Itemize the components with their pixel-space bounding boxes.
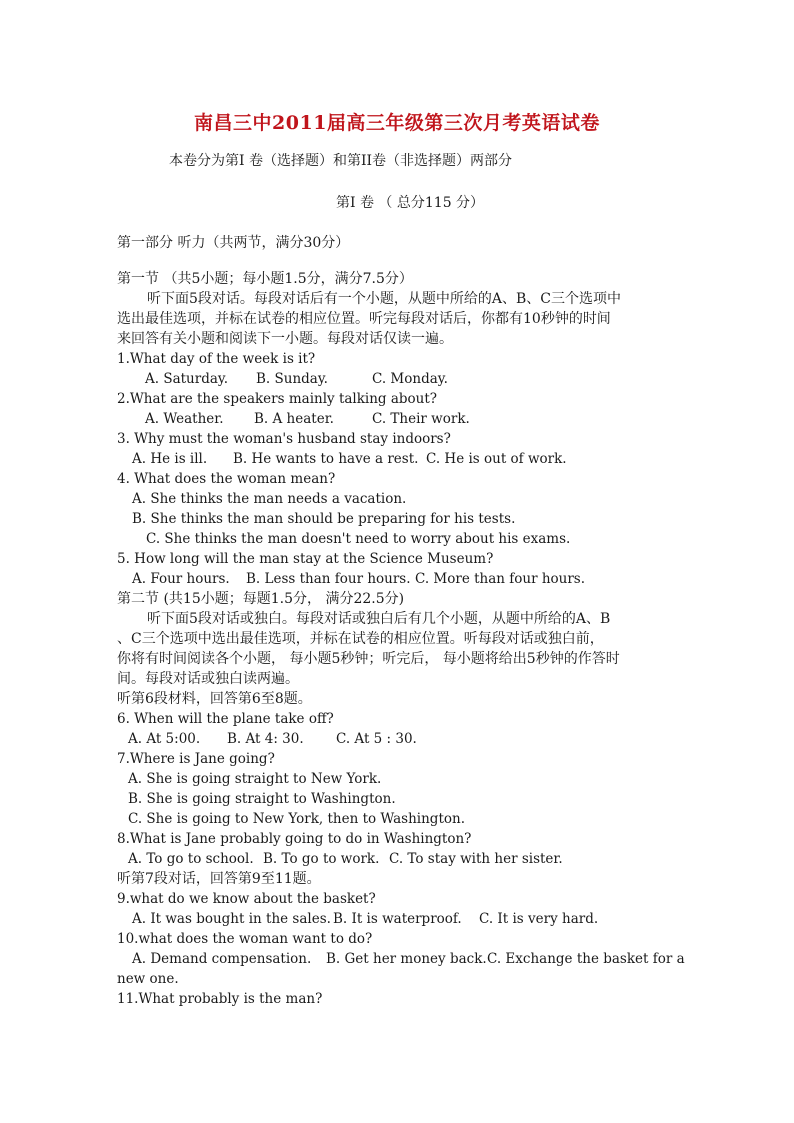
option-a: A. He is ill. xyxy=(132,451,208,467)
option-a: A. Saturday. xyxy=(145,371,229,387)
section2-heading: 第二节 (共15小题；每题1.5分， 满分22.5分) xyxy=(117,591,405,607)
option-a: A. Weather. xyxy=(145,411,224,427)
option-c: C. Monday. xyxy=(372,371,448,387)
option-c: C. Their work. xyxy=(372,411,470,427)
section1-instruction-line: 选出最佳选项，并标在试卷的相应位置。听完每段对话后，你都有10秒钟的时间 xyxy=(117,311,611,327)
option-b: B. She is going straight to Washington. xyxy=(128,791,396,807)
section2-instruction-line: 间。每段对话或独白读两遍。 xyxy=(117,671,299,687)
option-b: B. She thinks the man should be preparing for his tests. xyxy=(132,511,516,527)
option-b: B. Get her money back. xyxy=(326,951,487,967)
option-b: B. A heater. xyxy=(254,411,334,427)
question-stem: 3. Why must the woman's husband stay indoors? xyxy=(117,431,451,447)
option-c: C. She thinks the man doesn't need to worry about his exams. xyxy=(146,531,571,547)
question-stem: 9.what do we know about the basket? xyxy=(117,891,376,907)
option-b: B. He wants to have a rest. xyxy=(233,451,419,467)
option-a: A. It was bought in the sales. xyxy=(132,911,331,927)
option-c-continued: new one. xyxy=(117,971,179,987)
option-a: A. She is going straight to New York. xyxy=(128,771,382,787)
option-a: A. Demand compensation. xyxy=(132,951,312,967)
exam-title: 南昌三中2011届高三年级第三次月考英语试卷 xyxy=(194,112,600,134)
part1-heading: 第一部分 听力（共两节，满分30分） xyxy=(117,235,350,251)
question-stem: 5. How long will the man stay at the Science Museum? xyxy=(117,551,494,567)
section2-instruction-line: 听下面5段对话或独白。每段对话或独白后有几个小题，从题中所给的A、B xyxy=(147,611,611,627)
option-c: C. To stay with her sister. xyxy=(389,851,563,867)
section1-heading: 第一节 （共5小题；每小题1.5分，满分7.5分） xyxy=(117,271,413,287)
question-stem: 2.What are the speakers mainly talking about? xyxy=(117,391,438,407)
option-b: B. Sunday. xyxy=(256,371,328,387)
listen-material-7: 听第7段对话，回答第9至11题。 xyxy=(117,871,321,887)
listen-material-6: 听第6段材料，回答第6至8题。 xyxy=(117,691,312,707)
question-stem: 11.What probably is the man? xyxy=(117,991,323,1007)
section2-instruction-line: 你将有时间阅读各个小题， 每小题5秒钟；听完后， 每小题将给出5秒钟的作答时 xyxy=(117,651,620,667)
option-b: B. At 4: 30. xyxy=(227,731,304,747)
option-b: B. It is waterproof. xyxy=(333,911,462,927)
option-b: B. Less than four hours. xyxy=(246,571,411,587)
option-a: A. To go to school. xyxy=(128,851,254,867)
question-stem: 10.what does the woman want to do? xyxy=(117,931,373,947)
option-c: C. More than four hours. xyxy=(415,571,586,587)
option-c: C. At 5 : 30. xyxy=(336,731,417,747)
section2-instruction-line: 、C三个选项中选出最佳选项，并标在试卷的相应位置。听每段对话或独白前， xyxy=(117,631,604,647)
exam-subtitle: 本卷分为第I 卷（选择题）和第II卷（非选择题）两部分 xyxy=(169,153,513,169)
question-stem: 7.Where is Jane going? xyxy=(117,751,275,767)
section1-instruction-line: 听下面5段对话。每段对话后有一个小题，从题中所给的A、B、C三个选项中 xyxy=(147,291,622,307)
volume-heading: 第I 卷 （ 总分115 分） xyxy=(336,195,485,211)
option-b: B. To go to work. xyxy=(263,851,380,867)
option-a: A. Four hours. xyxy=(132,571,230,587)
question-stem: 4. What does the woman mean? xyxy=(117,471,336,487)
section1-instruction-line: 来回答有关小题和阅读下一小题。每段对话仅读一遍。 xyxy=(117,331,453,347)
question-stem: 6. When will the plane take off? xyxy=(117,711,334,727)
option-a: A. She thinks the man needs a vacation. xyxy=(132,491,407,507)
option-c: C. It is very hard. xyxy=(479,911,599,927)
option-c: C. He is out of work. xyxy=(426,451,567,467)
option-c: C. She is going to New York, then to Washington. xyxy=(128,811,465,827)
option-a: A. At 5:00. xyxy=(128,731,201,747)
question-stem: 8.What is Jane probably going to do in Washington? xyxy=(117,831,472,847)
option-c: C. Exchange the basket for a xyxy=(487,951,685,967)
question-stem: 1.What day of the week is it? xyxy=(117,351,316,367)
